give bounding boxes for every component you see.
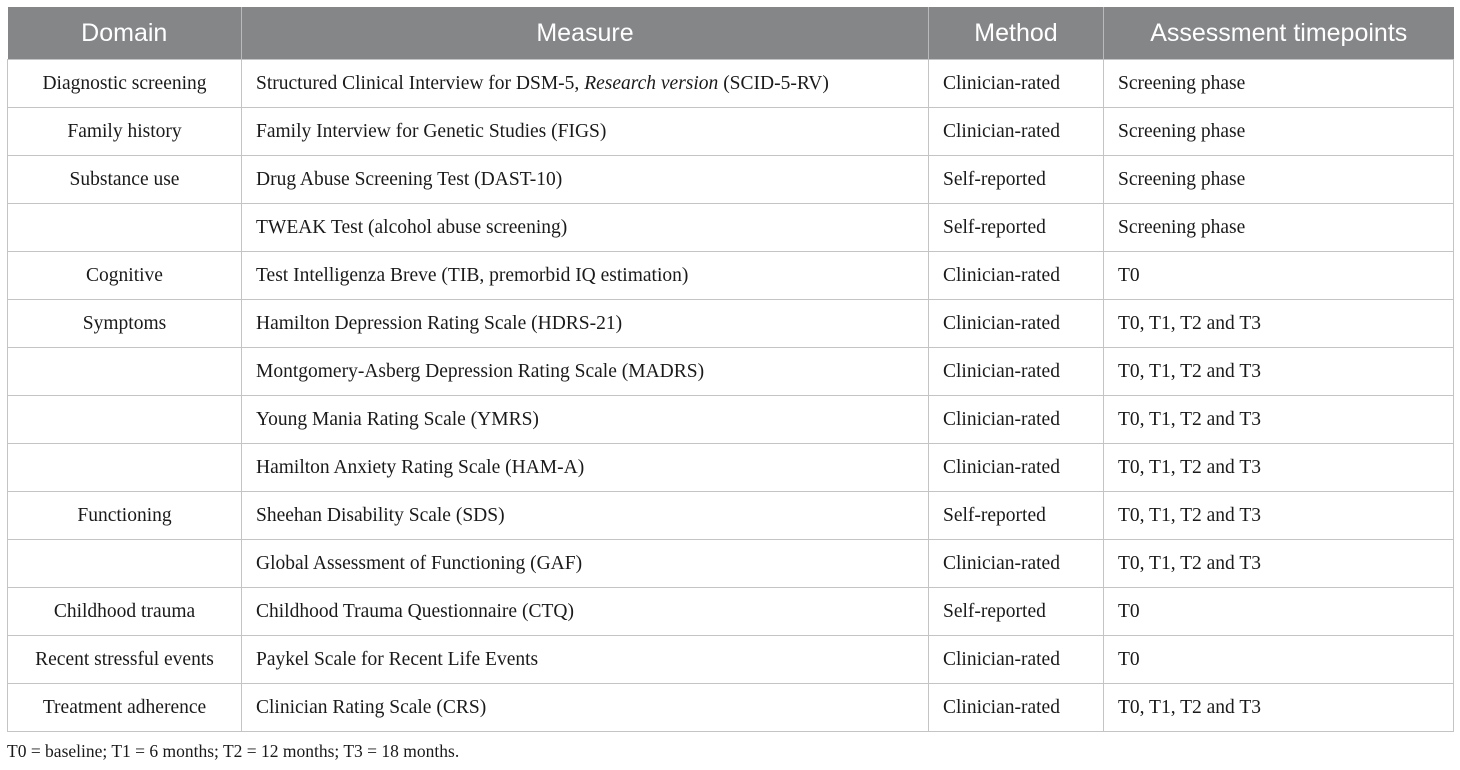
- timepoints-cell: T0, T1, T2 and T3: [1104, 348, 1454, 396]
- timepoints-cell: T0: [1104, 588, 1454, 636]
- table-row: [8, 540, 1454, 588]
- timepoints-cell: Screening phase: [1104, 108, 1454, 156]
- table-header: [8, 7, 1454, 60]
- domain-cell: [8, 204, 242, 252]
- header-domain: Domain: [8, 7, 242, 60]
- timepoints-cell: T0, T1, T2 and T3: [1104, 444, 1454, 492]
- table-row: [8, 204, 1454, 252]
- method-cell: Clinician-rated: [929, 396, 1104, 444]
- measure-cell: Global Assessment of Functioning (GAF): [242, 540, 929, 588]
- measure-cell: Test Intelligenza Breve (TIB, premorbid IQ estimation): [242, 252, 929, 300]
- method-cell: Self-reported: [929, 492, 1104, 540]
- domain-cell: [8, 540, 242, 588]
- assessment-table-container: [7, 7, 1453, 732]
- measure-cell: Young Mania Rating Scale (YMRS): [242, 396, 929, 444]
- table-row: [8, 156, 1454, 204]
- timepoints-cell: T0, T1, T2 and T3: [1104, 300, 1454, 348]
- table-row: [8, 588, 1454, 636]
- measure-cell: Sheehan Disability Scale (SDS): [242, 492, 929, 540]
- measure-cell: Hamilton Depression Rating Scale (HDRS-21): [242, 300, 929, 348]
- method-cell: Self-reported: [929, 588, 1104, 636]
- measure-italic-text: Research version: [584, 72, 719, 94]
- domain-cell: Functioning: [8, 492, 242, 540]
- timepoints-cell: T0, T1, T2 and T3: [1104, 684, 1454, 732]
- domain-cell: Substance use: [8, 156, 242, 204]
- table-row: [8, 492, 1454, 540]
- table-row: [8, 396, 1454, 444]
- header-row: [8, 7, 1454, 60]
- table-row: [8, 684, 1454, 732]
- table-row: [8, 348, 1454, 396]
- measure-cell: Paykel Scale for Recent Life Events: [242, 636, 929, 684]
- method-cell: Clinician-rated: [929, 636, 1104, 684]
- table-footnote: T0 = baseline; T1 = 6 months; T2 = 12 months; T3 = 18 months.: [7, 741, 460, 761]
- timepoints-cell: T0, T1, T2 and T3: [1104, 492, 1454, 540]
- domain-cell: Childhood trauma: [8, 588, 242, 636]
- domain-cell: Cognitive: [8, 252, 242, 300]
- timepoints-cell: Screening phase: [1104, 60, 1454, 108]
- table-row: [8, 636, 1454, 684]
- method-cell: Clinician-rated: [929, 444, 1104, 492]
- timepoints-cell: T0: [1104, 252, 1454, 300]
- domain-cell: Family history: [8, 108, 242, 156]
- method-cell: Clinician-rated: [929, 540, 1104, 588]
- timepoints-cell: T0: [1104, 636, 1454, 684]
- timepoints-cell: Screening phase: [1104, 156, 1454, 204]
- table-row: [8, 108, 1454, 156]
- measure-cell: [242, 60, 929, 108]
- domain-cell: Treatment adherence: [8, 684, 242, 732]
- assessment-table: [7, 7, 1454, 732]
- domain-cell: Symptoms: [8, 300, 242, 348]
- table-row: [8, 300, 1454, 348]
- method-cell: Self-reported: [929, 156, 1104, 204]
- table-row: [8, 444, 1454, 492]
- measure-text: Structured Clinical Interview for DSM-5,: [256, 72, 585, 94]
- header-measure: Measure: [242, 7, 929, 60]
- table-body: [8, 60, 1454, 732]
- domain-cell: [8, 396, 242, 444]
- method-cell: Clinician-rated: [929, 60, 1104, 108]
- method-cell: Clinician-rated: [929, 300, 1104, 348]
- method-cell: Clinician-rated: [929, 684, 1104, 732]
- method-cell: Self-reported: [929, 204, 1104, 252]
- header-method: Method: [929, 7, 1104, 60]
- timepoints-cell: T0, T1, T2 and T3: [1104, 396, 1454, 444]
- measure-cell: Family Interview for Genetic Studies (FIGS): [242, 108, 929, 156]
- measure-cell: Drug Abuse Screening Test (DAST-10): [242, 156, 929, 204]
- measure-cell: TWEAK Test (alcohol abuse screening): [242, 204, 929, 252]
- domain-cell: Diagnostic screening: [8, 60, 242, 108]
- measure-cell: Hamilton Anxiety Rating Scale (HAM-A): [242, 444, 929, 492]
- measure-cell: Montgomery-Asberg Depression Rating Scale (MADRS): [242, 348, 929, 396]
- domain-cell: Recent stressful events: [8, 636, 242, 684]
- header-timepoints: Assessment timepoints: [1104, 7, 1454, 60]
- method-cell: Clinician-rated: [929, 252, 1104, 300]
- timepoints-cell: T0, T1, T2 and T3: [1104, 540, 1454, 588]
- table-row: [8, 252, 1454, 300]
- timepoints-cell: Screening phase: [1104, 204, 1454, 252]
- domain-cell: [8, 444, 242, 492]
- measure-text-suffix: (SCID-5-RV): [718, 72, 829, 94]
- domain-cell: [8, 348, 242, 396]
- method-cell: Clinician-rated: [929, 108, 1104, 156]
- table-row: [8, 60, 1454, 108]
- measure-cell: Childhood Trauma Questionnaire (CTQ): [242, 588, 929, 636]
- method-cell: Clinician-rated: [929, 348, 1104, 396]
- measure-cell: Clinician Rating Scale (CRS): [242, 684, 929, 732]
